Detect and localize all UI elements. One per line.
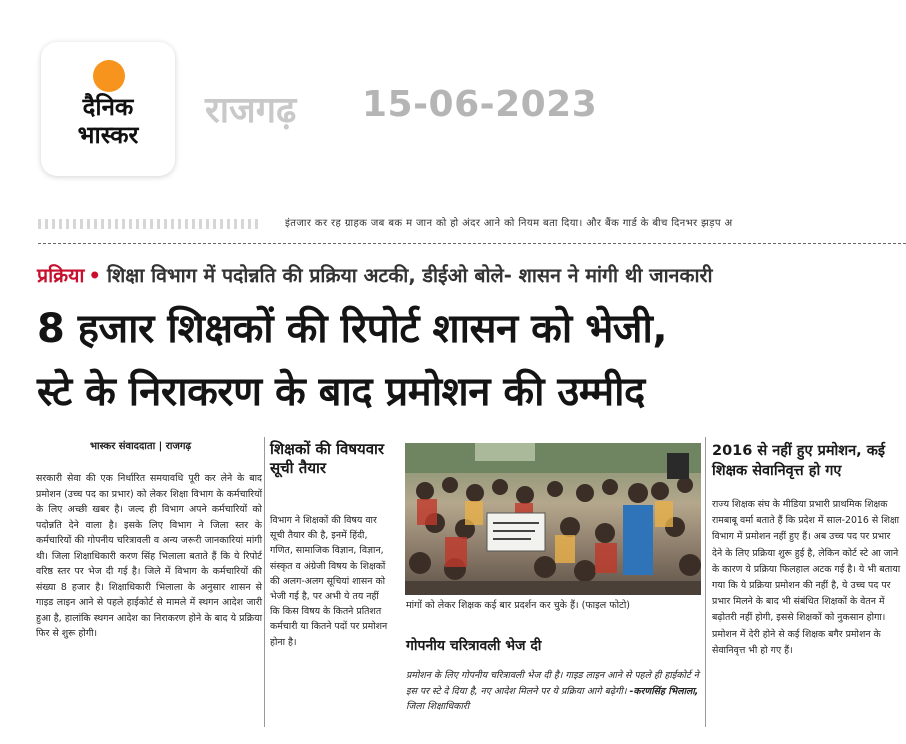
headline-line2: स्टे के निराकरण के बाद प्रमोशन की उम्मीद bbox=[37, 369, 645, 415]
subheading-confidential: गोपनीय चरित्रावली भेज दी bbox=[406, 638, 542, 654]
quote-role: जिला शिक्षाधिकारी bbox=[406, 701, 470, 712]
kicker-label: प्रक्रिया bbox=[37, 264, 85, 287]
quote-author: -करणसिंह भिलाला, bbox=[629, 685, 699, 697]
subheading-subject-list: शिक्षकों की विषयवार सूची तैयार bbox=[270, 440, 385, 477]
protest-photo bbox=[405, 443, 701, 595]
byline: भास्कर संवाददाता | राजगढ़ bbox=[90, 441, 192, 452]
ticker-text: इंतजार कर रह ग्राहक जब बक म जान को हो अंदर आने को नियम बता दिया। और बैंक गार्ड के बीच दिनभर झड़प अ bbox=[285, 218, 733, 229]
no-promotion-body: राज्य शिक्षक संघ के मीडिया प्रभारी प्राथमिक शिक्षक रामबाबू वर्मा बताते हैं कि प्रदेश में साल-2016 से शिक्षा विभाग में प्रमोशन नहीं हुए हैं। अब उच्च पद पर प्रभार देने के लिए प्रक्रिया शुरू हुई है, लेकिन कोर्ट स्टे आ जाने के कारण ये प्रक्रिया फिलहाल अटक गई है। ये भी बताया गया कि ये प्रक्रिया प्रमोशन की नहीं है, ये उच्च पद पर प्रभार मिलने के बाद भी संबंधित शिक्षकों के वेतन में बढ़ोतरी नहीं होगी, इससे शिक्षकों को नुकसान होगा। प्रमोशन में देरी होने से कई शिक्षक बगैर प्रमोशन के सेवानिवृत्त भी हो गए हैं। bbox=[712, 499, 901, 656]
logo-text-line2: भास्कर bbox=[77, 121, 139, 149]
ticker-faded bbox=[38, 219, 258, 229]
logo-text-line1: दैनिक bbox=[82, 93, 134, 121]
kicker bbox=[37, 261, 897, 288]
photo-caption: मांगों को लेकर शिक्षक कई बार प्रदर्शन कर चुके हैं। (फाइल फोटो) bbox=[406, 600, 630, 611]
publication-date: 15-06-2023 bbox=[362, 84, 598, 125]
city-name: राजगढ़ bbox=[205, 90, 297, 131]
subheading-no-promotion: 2016 से नहीं हुए प्रमोशन, कई शिक्षक सेवानिवृत्त हो गए bbox=[712, 443, 885, 479]
headline-line1: 8 हजार शिक्षकों की रिपोर्ट शासन को भेजी, bbox=[37, 306, 668, 352]
bullet-icon: • bbox=[88, 264, 101, 287]
logo[interactable] bbox=[41, 42, 175, 176]
article-body: सरकारी सेवा की एक निर्धारित समयावधि पूरी कर लेने के बाद प्रमोशन (उच्च पद का प्रभार) को लेकर शिक्षा विभाग के कर्मचारियों के लिए अच्छी खबर है। जल्द ही विभाग अपने कर्मचारियों को पदोन्नति देने वाला है। इसके लिए विभाग ने जिला स्तर के कर्मचारियों की गोपनीय चरित्रावली व अन्य जरूरी जानकारियां मांगी थी। जिला शिक्षाधिकारी करण सिंह भिलाला बताते हैं कि ये रिपोर्ट वरिष्ठ स्तर पर भेज दी गई है। जिले में विभाग के कर्मचारियों की संख्या 8 हजार है। शिक्षाधिकारी भिलाला के अनुसार शासन से गाइड लाइन आने से पहले हाईकोर्ट से मामले में स्थगन आदेश जारी हुआ है, हालांकि स्थगन आदेश का निराकरण होने के बाद ये प्रक्रिया फिर से शुरू होगी। bbox=[36, 473, 262, 639]
quote bbox=[406, 668, 702, 720]
protest-photo-image bbox=[405, 443, 701, 595]
divider bbox=[38, 243, 906, 244]
sun-icon bbox=[93, 60, 125, 92]
column-divider bbox=[264, 437, 265, 727]
quote-text: प्रमोशन के लिए गोपनीय चरित्रावली भेज दी है। गाइड लाइन आने से पहले ही हाईकोर्ट ने इस पर स्टे दे दिया है, नए आदेश मिलने पर ये प्रक्रिया आगे बढ़ेगी। bbox=[406, 670, 699, 697]
subject-list-body: विभाग ने शिक्षकों की विषय वार सूची तैयार की है, इनमें हिंदी, गणित, सामाजिक विज्ञान, विज्ञान, संस्कृत व अंग्रेजी विषय के शिक्षकों की अलग-अलग सूचियां शासन को भेजी गई है, पर अभी ये तय नहीं कि किस विषय के कितने प्रतिशत कर्मचारी या कितने पदों पर प्रमोशन होना है। bbox=[270, 515, 388, 648]
newspaper-clipping bbox=[0, 205, 906, 744]
kicker-text: शिक्षा विभाग में पदोन्नति की प्रक्रिया अटकी, डीईओ बोले- शासन ने मांगी थी जानकारी bbox=[106, 264, 713, 287]
column-divider bbox=[705, 437, 706, 727]
